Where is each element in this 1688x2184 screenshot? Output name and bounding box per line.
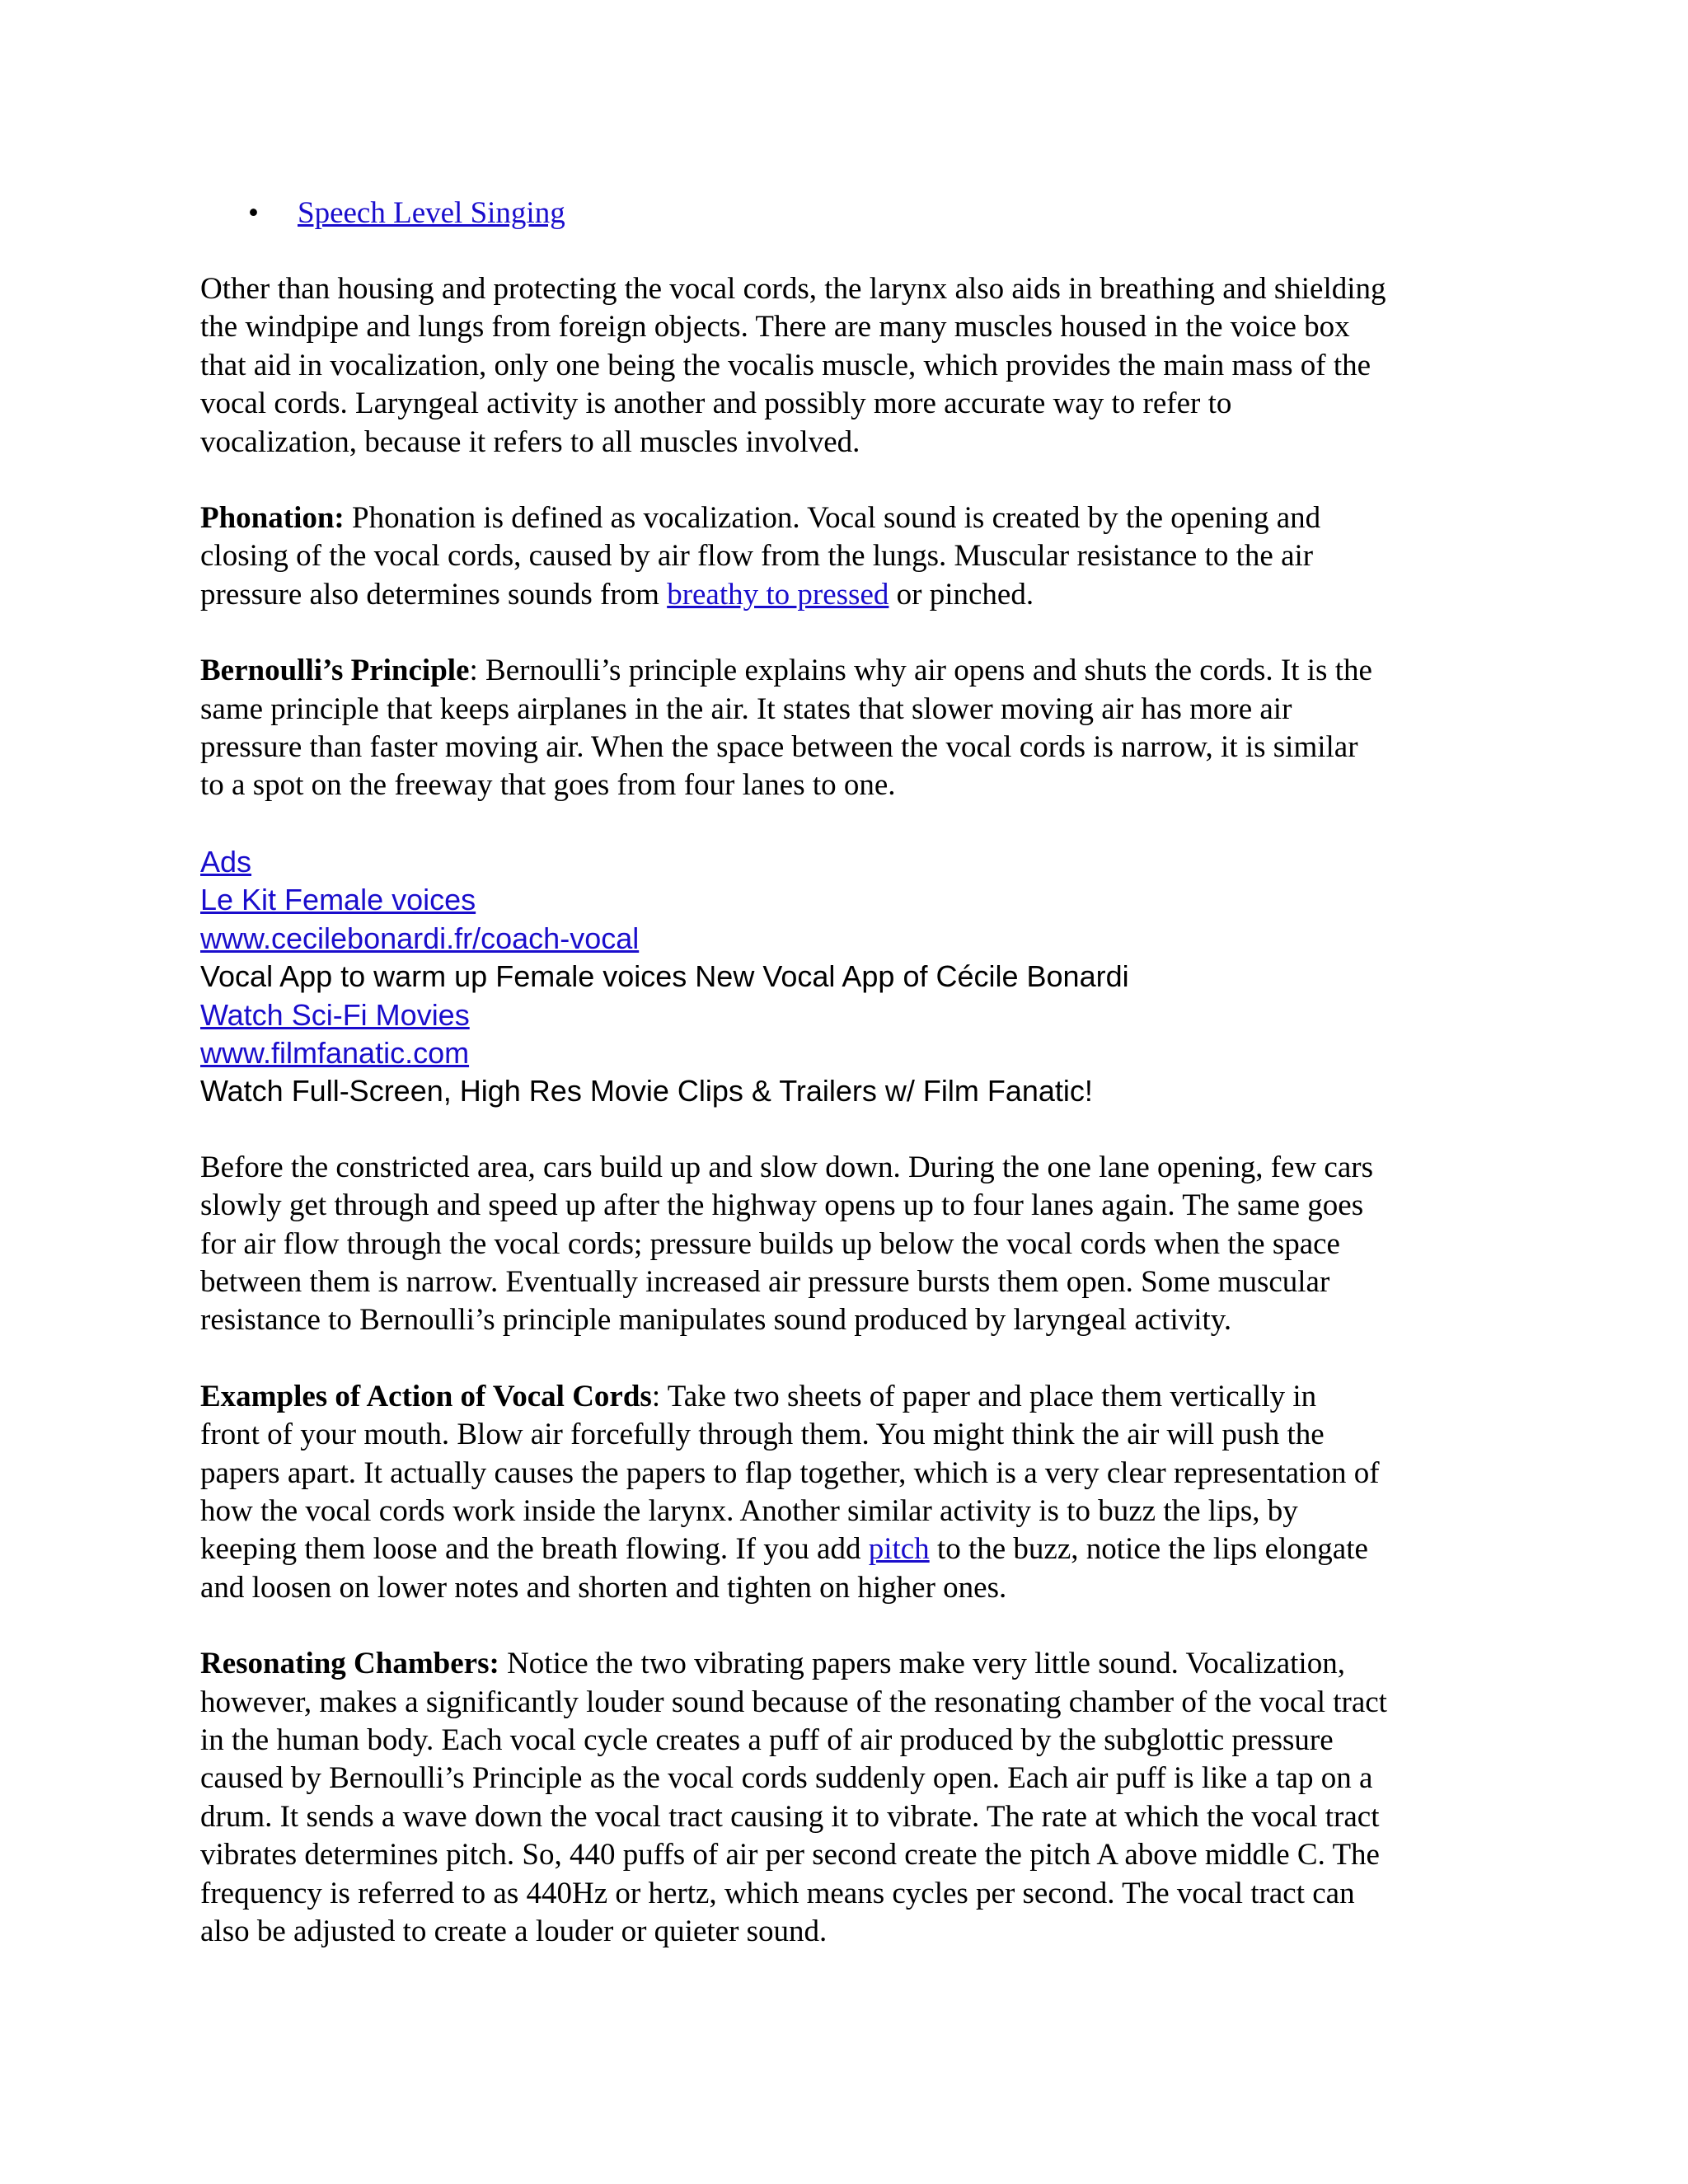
paragraph-larynx — [200, 270, 1503, 462]
paragraph-examples — [200, 1378, 1503, 1607]
breathy-to-pressed-link[interactable]: breathy to pressed — [667, 577, 889, 612]
ads-block — [200, 843, 1503, 1111]
text-line: drum. It sends a wave down the vocal tract causing it to vibrate. The rate at which the vocal tract — [200, 1799, 1380, 1834]
text-line: the windpipe and lungs from foreign objects. There are many muscles housed in the voice box — [200, 310, 1350, 344]
ad-url-link[interactable]: www.filmfanatic.com — [200, 1035, 470, 1070]
examples-text: keeping them loose and the breath flowing. If you add — [200, 1532, 869, 1567]
text-line — [200, 576, 1503, 614]
ad-title-link[interactable]: Le Kit Female voices — [200, 883, 476, 917]
text-line: resistance to Bernoulli’s principle manipulates sound produced by laryngeal activity. — [200, 1303, 1232, 1338]
examples-text: : Take two sheets of paper and place them vertically in — [651, 1379, 1317, 1413]
paragraph-phonation — [200, 499, 1503, 614]
text-line: in the human body. Each vocal cycle creates a puff of air produced by the subglottic pressure — [200, 1723, 1334, 1757]
text-line: to a spot on the freeway that goes from four lanes to one. — [200, 768, 896, 803]
text-line: Other than housing and protecting the vocal cords, the larynx also aids in breathing and shielding — [200, 272, 1386, 306]
text-line: papers apart. It actually causes the papers to flap together, which is a very clear representation of — [200, 1455, 1380, 1490]
paragraph-bernoulli — [200, 652, 1503, 805]
ad-title-link[interactable]: Watch Sci-Fi Movies — [200, 997, 470, 1032]
ad-url-link[interactable]: www.cecilebonardi.fr/coach-vocal — [200, 921, 640, 955]
text-line: also be adjusted to create a louder or quieter sound. — [200, 1915, 828, 1949]
text-line: slowly get through and speed up after the highway opens up to four lanes again. The same goes — [200, 1188, 1364, 1223]
pitch-link[interactable]: pitch — [868, 1532, 930, 1567]
text-line: and loosen on lower notes and shorten and tighten on higher ones. — [200, 1570, 1007, 1605]
text-line: that aid in vocalization, only one being the vocalis muscle, which provides the main mass of the — [200, 348, 1372, 382]
phonation-text: Phonation is defined as vocalization. Vocal sound is created by the opening and — [344, 501, 1321, 536]
paragraph-resonating — [200, 1645, 1503, 1951]
text-line: vocal cords. Laryngeal activity is another and possibly more accurate way to refer to — [200, 387, 1232, 421]
text-line: vibrates determines pitch. So, 440 puffs of air per second create the pitch A above middle C. The — [200, 1838, 1380, 1872]
text-line: closing of the vocal cords, caused by air flow from the lungs. Muscular resistance to the air — [200, 539, 1314, 574]
paragraph-cars — [200, 1149, 1503, 1340]
phonation-heading: Phonation: — [200, 501, 345, 536]
text-line: same principle that keeps airplanes in the air. It states that slower moving air has more air — [200, 691, 1292, 726]
bullet-dot-icon: • — [248, 196, 259, 230]
text-line — [200, 1378, 1503, 1416]
text-line: vocalization, because it refers to all muscles involved. — [200, 424, 860, 459]
text-line: frequency is referred to as 440Hz or hertz, which means cycles per second. The vocal tract can — [200, 1876, 1355, 1910]
bernoulli-text: : Bernoulli’s principle explains why air opens and shuts the cords. It is the — [469, 654, 1372, 688]
text-line — [200, 1645, 1503, 1683]
text-line: front of your mouth. Blow air forcefully through them. You might think the air will push the — [200, 1418, 1325, 1452]
examples-text: to the buzz, notice the lips elongate — [929, 1532, 1368, 1567]
phonation-text: or pinched. — [889, 577, 1034, 612]
text-line — [200, 1530, 1503, 1568]
phonation-text: pressure also determines sounds from — [200, 577, 668, 612]
resonating-heading: Resonating Chambers: — [200, 1647, 499, 1681]
bullet-list-item — [200, 194, 1503, 236]
text-line: between them is narrow. Eventually increased air pressure bursts them open. Some muscular — [200, 1264, 1330, 1299]
text-line — [200, 652, 1503, 690]
ad-description: Vocal App to warm up Female voices New Vocal App of Cécile Bonardi — [200, 959, 1129, 994]
text-line — [200, 499, 1503, 537]
ad-description: Watch Full-Screen, High Res Movie Clips & Trailers w/ Film Fanatic! — [200, 1074, 1093, 1108]
examples-heading: Examples of Action of Vocal Cords — [200, 1379, 652, 1413]
text-line: for air flow through the vocal cords; pressure builds up below the vocal cords when the space — [200, 1226, 1340, 1261]
text-line: caused by Bernoulli’s Principle as the vocal cords suddenly open. Each air puff is like a tap on a — [200, 1761, 1373, 1796]
speech-level-singing-link[interactable]: Speech Level Singing — [298, 196, 565, 230]
document-page — [200, 194, 1503, 1989]
text-line: Before the constricted area, cars build up and slow down. During the one lane opening, few cars — [200, 1150, 1374, 1184]
bernoulli-heading: Bernoulli’s Principle — [200, 654, 470, 688]
text-line: however, makes a significantly louder sound because of the resonating chamber of the vocal tract — [200, 1685, 1387, 1719]
text-line: pressure than faster moving air. When the space between the vocal cords is narrow, it is similar — [200, 730, 1358, 765]
text-line: how the vocal cords work inside the larynx. Another similar activity is to buzz the lips, by — [200, 1493, 1298, 1528]
resonating-text: Notice the two vibrating papers make very little sound. Vocalization, — [499, 1647, 1345, 1681]
ads-label-link[interactable]: Ads — [200, 844, 252, 879]
